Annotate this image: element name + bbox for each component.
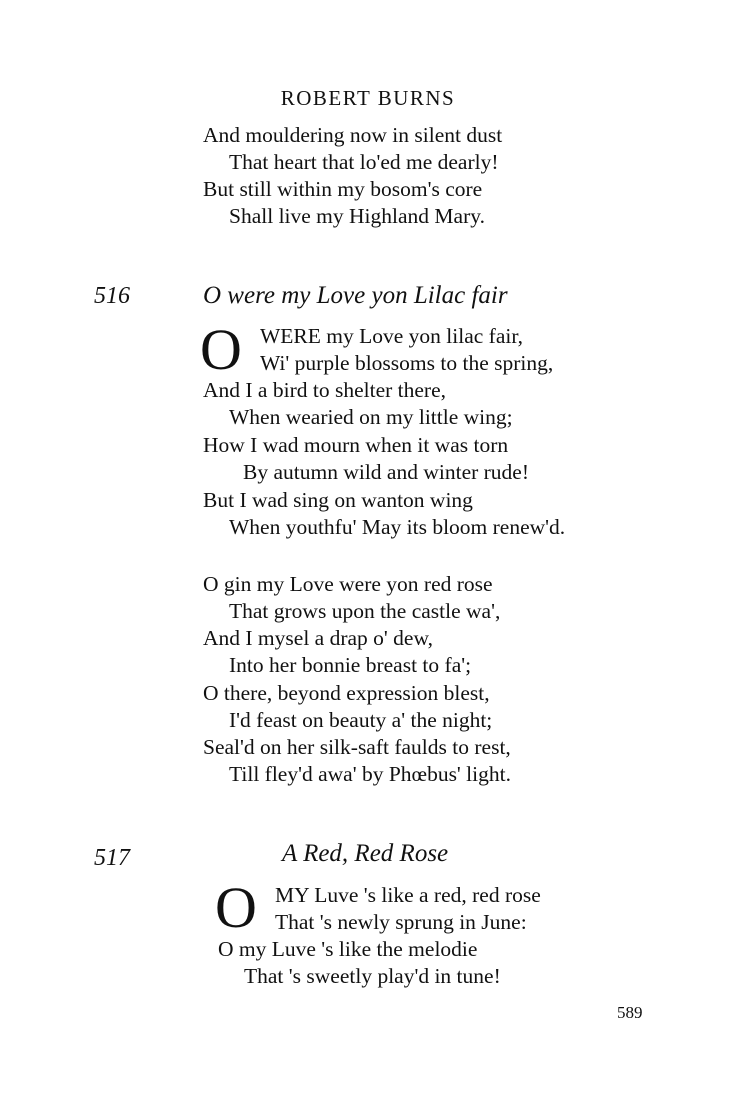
verse-line: O my Luve 's like the melodie bbox=[218, 937, 478, 961]
verse-line: That 's newly sprung in June: bbox=[275, 910, 527, 934]
verse-line: That grows upon the castle wa', bbox=[229, 599, 501, 623]
verse-line: And mouldering now in silent dust bbox=[203, 123, 503, 147]
verse-line: Into her bonnie breast to fa'; bbox=[229, 653, 472, 677]
drop-cap: O bbox=[215, 875, 257, 940]
verse-line: O gin my Love were yon red rose bbox=[203, 572, 493, 596]
verse-line: But I wad sing on wanton wing bbox=[203, 488, 473, 512]
verse-line: And I a bird to shelter there, bbox=[203, 378, 446, 402]
verse-line: How I wad mourn when it was torn bbox=[203, 433, 509, 457]
verse-line: O there, beyond expression blest, bbox=[203, 681, 490, 705]
poem-number: 517 bbox=[94, 845, 130, 871]
running-header: ROBERT BURNS bbox=[280, 86, 456, 110]
verse-line: That 's sweetly play'd in tune! bbox=[244, 964, 501, 988]
verse-line: By autumn wild and winter rude! bbox=[243, 460, 530, 484]
verse-line: MY Luve 's like a red, red rose bbox=[275, 883, 541, 907]
page-number: 589 bbox=[617, 1003, 643, 1022]
poem-title: O were my Love yon Lilac fair bbox=[203, 282, 508, 309]
verse-line: I'd feast on beauty a' the night; bbox=[229, 708, 493, 732]
poem-title: A Red, Red Rose bbox=[282, 840, 449, 867]
verse-line: Seal'd on her silk-saft faulds to rest, bbox=[203, 735, 511, 759]
verse-line: That heart that lo'ed me dearly! bbox=[229, 150, 499, 174]
verse-line: But still within my bosom's core bbox=[203, 177, 483, 201]
verse-line: When wearied on my little wing; bbox=[229, 405, 513, 429]
poem-number: 516 bbox=[94, 283, 130, 309]
verse-line: WERE my Love yon lilac fair, bbox=[260, 324, 524, 348]
verse-line: Till fley'd awa' by Phœbus' light. bbox=[229, 762, 511, 786]
drop-cap: O bbox=[200, 317, 242, 382]
verse-line: When youthfu' May its bloom renew'd. bbox=[229, 515, 566, 539]
verse-line: Wi' purple blossoms to the spring, bbox=[260, 351, 554, 375]
verse-line: Shall live my Highland Mary. bbox=[229, 204, 485, 228]
verse-line: And I mysel a drap o' dew, bbox=[203, 626, 433, 650]
